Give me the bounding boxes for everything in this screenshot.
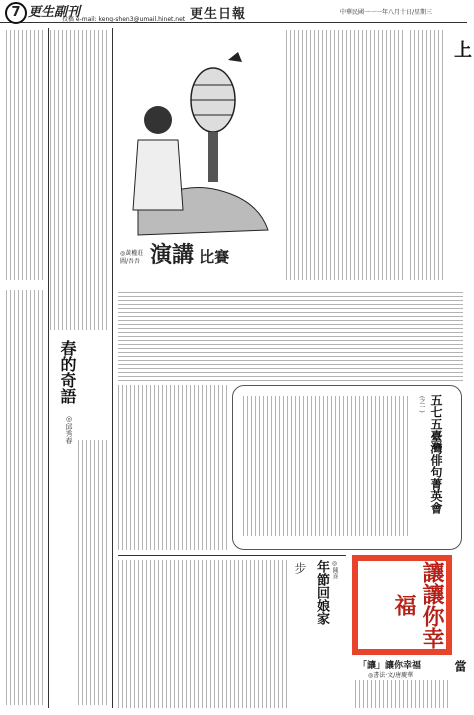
- spring-article-author: ◎邱秀春: [65, 415, 73, 444]
- speech-title-big: 演講: [150, 242, 195, 268]
- poetry-box: [232, 385, 462, 550]
- spring-article-title: 春的奇語: [58, 340, 77, 404]
- section-divider: [118, 555, 346, 556]
- submission-email[interactable]: 投稿 e-mail: keng-shen3@umail.hinet.net: [62, 16, 186, 23]
- section-title: 更生副刊: [28, 5, 81, 20]
- column-divider: [48, 28, 49, 708]
- poetry-title: 五七五臺灣俳句菁英會: [429, 394, 443, 514]
- speech-credit: ◎黃權莊 圖/吾吾: [120, 250, 144, 265]
- newspaper-name: 更生日報: [190, 7, 247, 22]
- calligraphy-box: [352, 555, 452, 655]
- speech-illustration: [118, 40, 280, 240]
- bottom-right-body: [355, 680, 450, 708]
- microphone-illustration: [118, 40, 280, 240]
- spring-article-body: [50, 30, 110, 330]
- speech-article-body: [286, 30, 406, 280]
- calligraphy-credit: ◎書法·文/唐慶華: [368, 672, 414, 679]
- dateline: 中華民國一一一年八月十日/星期三: [340, 9, 433, 16]
- calligraphy-artwork: 讓讓你幸福: [358, 561, 446, 649]
- spring-article-body-lower: [78, 440, 110, 705]
- top-right-heading: 上: [451, 40, 472, 58]
- column-divider: [112, 28, 113, 708]
- return-article-title: 年節回娘家: [314, 560, 329, 625]
- masthead: [0, 0, 467, 23]
- return-article-author: ◎陳喜: [331, 560, 338, 579]
- page-number-badge: 7: [5, 2, 27, 24]
- calligraphy-caption: 「讓」讓你幸福: [358, 661, 422, 671]
- poetry-subtitle: (之一): [418, 396, 425, 413]
- poetry-entries: [243, 396, 408, 536]
- top-right-body: [410, 30, 445, 280]
- speech-article-continuation: [118, 385, 228, 550]
- speech-title-small: 比賽: [199, 248, 230, 266]
- speech-title: [150, 238, 229, 269]
- bottom-right-heading: 當: [453, 660, 467, 672]
- left-column-text: [6, 30, 46, 280]
- speech-article-body-lower: [118, 292, 463, 382]
- return-article-body: [118, 560, 288, 708]
- left-column-text-lower: [6, 290, 46, 705]
- step-heading: 步: [293, 562, 307, 574]
